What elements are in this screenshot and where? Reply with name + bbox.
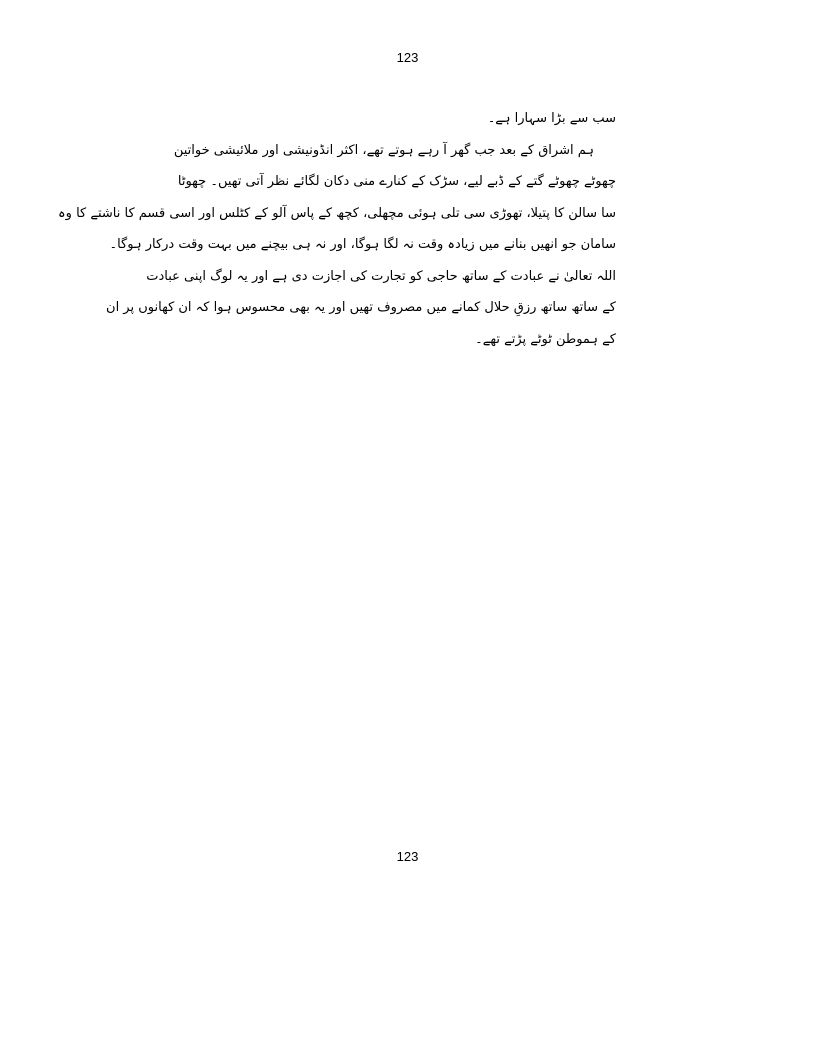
text-line: سب سے بڑا سہارا ہے۔	[487, 111, 616, 126]
text-line: کے ساتھ ساتھ رزقِ حلال کمانے میں مصروف تھیں اور یہ بھی محسوس ہوا کہ ان کھانوں پر ان	[106, 300, 616, 315]
body-text	[58, 103, 616, 355]
text-line: اللہ تعالیٰ نے عبادت کے ساتھ حاجی کو تجارت کی اجازت دی ہے اور یہ لوگ اپنی عبادت	[146, 268, 616, 284]
text-line: کے ہموطن ٹوٹے پڑتے تھے۔	[475, 331, 616, 347]
text-line: سامان جو انھیں بنانے میں زیادہ وقت نہ لگا ہوگا، اور نہ ہی بیچنے میں بہت وقت درکار ہوگا۔	[109, 237, 616, 252]
page-number-header: 123	[396, 50, 419, 65]
text-line: ہم اشراق کے بعد جب گھر آ رہے ہوتے تھے، اکثر انڈونیشی اور ملائیشی خواتین	[173, 142, 594, 158]
page-number-footer: 123	[396, 849, 419, 864]
text-line: سا سالن کا پتیلا، تھوڑی سی تلی ہوئی مچھلی، کچھ کے پاس آلو کے کٹلس اور اسی قسم کا ناشتے کا وہ	[58, 205, 616, 221]
text-line: چھوٹے چھوٹے گتے کے ڈبے لیے، سڑک کے کنارے منی دکان لگائے نظر آتی تھیں۔ چھوٹا	[177, 174, 616, 189]
